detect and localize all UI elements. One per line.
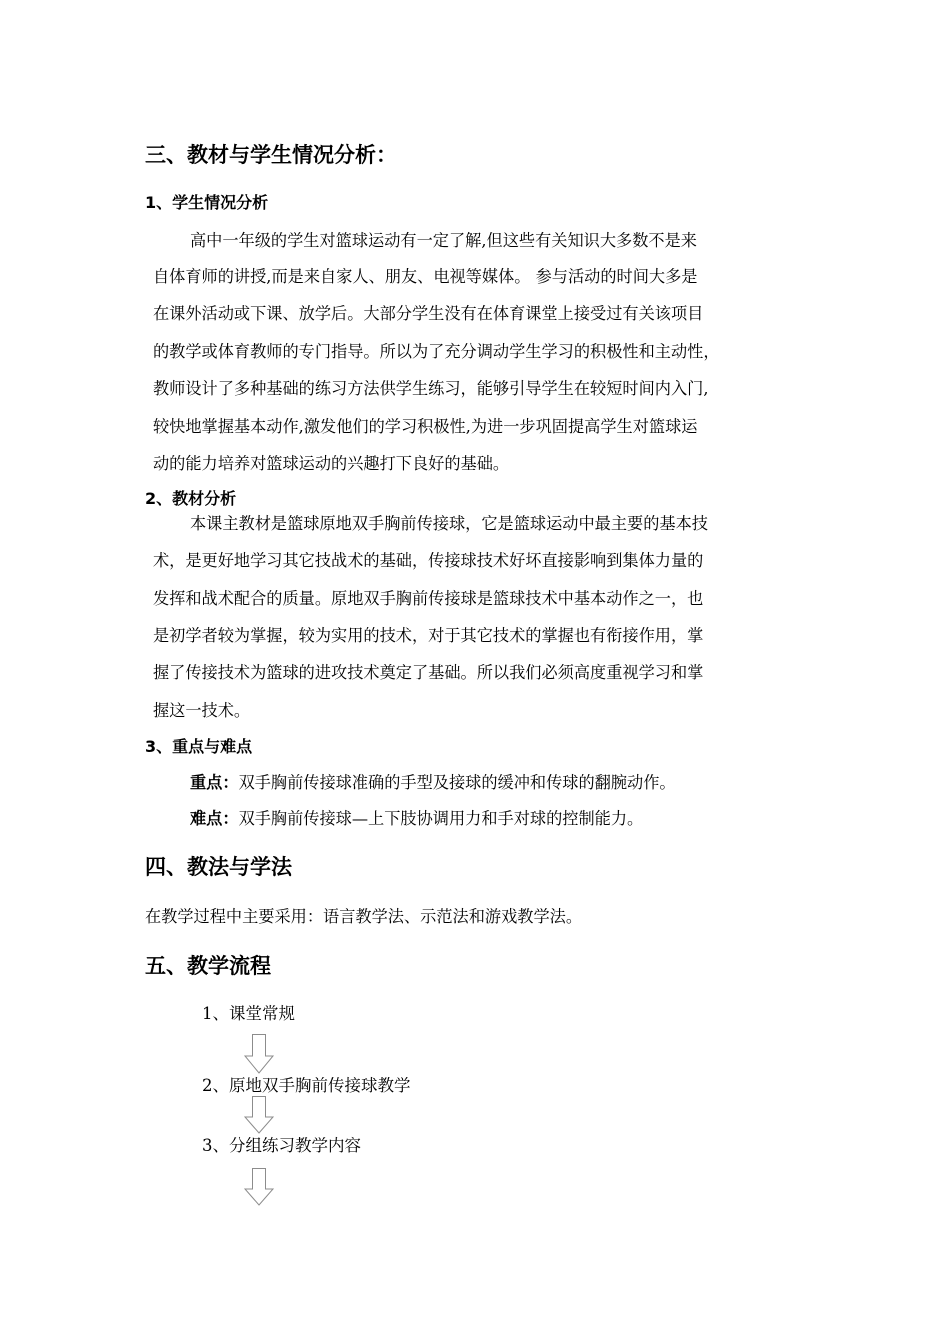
paragraph-line: 术，是更好地学习其它技战术的基础，传接球技术好坏直接影响到集体力量的 [153,551,704,570]
section-4-text: 在教学过程中主要采用：语言教学法、示范法和游戏教学法。 [145,907,583,926]
flow-arrow-down-icon [244,1034,274,1074]
key-point-line [190,769,676,793]
paragraph-line: 握这一技术。 [153,701,251,720]
flow-arrow-down-icon [244,1168,274,1206]
subsection-3-title: 3、重点与难点 [145,737,253,756]
section-3-title: 三、教材与学生情况分析： [145,143,397,167]
flow-step-3: 3、分组练习教学内容 [202,1136,361,1155]
flow-arrow-down-icon [244,1096,274,1134]
subsection-1-title: 1、学生情况分析 [145,193,269,212]
paragraph-line: 在课外活动或下课、放学后。大部分学生没有在体育课堂上接受过有关该项目 [153,304,704,323]
section-5-title: 五、教学流程 [145,954,271,978]
paragraph-line: 是初学者较为掌握，较为实用的技术，对于其它技术的掌握也有衔接作用，掌 [153,626,704,645]
paragraph-line: 发挥和战术配合的质量。原地双手胸前传接球是篮球技术中基本动作之一，也 [153,589,704,608]
paragraph-line: 教师设计了多种基础的练习方法供学生练习，能够引导学生在较短时间内入门, [153,379,709,398]
flow-step-2: 2、原地双手胸前传接球教学 [202,1076,411,1095]
section-4-title: 四、教法与学法 [145,855,292,879]
paragraph-line: 握了传接技术为篮球的进攻技术奠定了基础。所以我们必须高度重视学习和掌 [153,663,704,682]
paragraph-line: 的教学或体育教师的专门指导。所以为了充分调动学生学习的积极性和主动性， [153,342,720,361]
paragraph-line: 较快地掌握基本动作,激发他们的学习积极性,为进一步巩固提高学生对篮球运 [153,417,698,436]
subsection-2-title: 2、教材分析 [145,489,237,508]
paragraph-line: 本课主教材是篮球原地双手胸前传接球，它是篮球运动中最主要的基本技 [190,514,708,533]
flow-step-1: 1、课堂常规 [202,1004,295,1023]
paragraph-line: 高中一年级的学生对篮球运动有一定了解,但这些有关知识大多数不是来 [190,231,697,250]
paragraph-line: 自体育师的讲授,而是来自家人、朋友、电视等媒体。 参与活动的时间大多是 [153,267,698,286]
difficult-point-line [190,805,643,829]
key-point-label: 重点： [190,773,239,792]
key-point-text: 双手胸前传接球准确的手型及接球的缓冲和传球的翻腕动作。 [238,773,676,792]
difficult-point-text: 双手胸前传接球—上下肢协调用力和手对球的控制能力。 [238,809,644,828]
paragraph-line: 动的能力培养对篮球运动的兴趣打下良好的基础。 [153,454,510,473]
difficult-point-label: 难点： [190,809,239,828]
